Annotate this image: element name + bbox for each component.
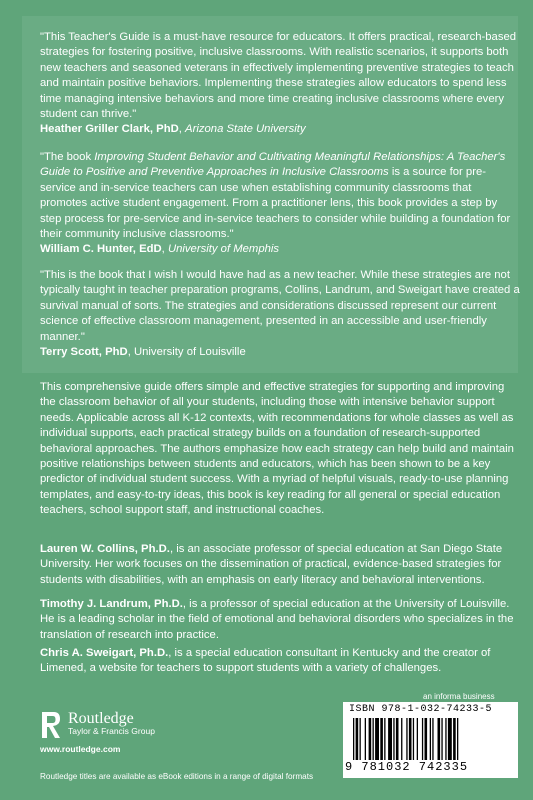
author-bio-3-text: , is a special education consultant in Kentucky and the creator of Limened, a website for teachers to support students with a variety of challenges. xyxy=(40,647,491,675)
author-bio-3-name: Chris A. Sweigart, Ph.D. xyxy=(40,647,169,659)
author-bio-2-name: Timothy J. Landrum, Ph.D. xyxy=(40,598,183,610)
barcode-number: 9 781032 742335 xyxy=(345,760,469,774)
author-bio-2-text: , is a professor of special education at the University of Louisville. He is a leading scholar in the field of emotional and behavioral disorders who specializes in the translation of research into practice. xyxy=(40,598,514,641)
quote-2-attribution: William C. Hunter, EdD, University of Memphis xyxy=(40,243,280,256)
author-bio-2 xyxy=(40,597,520,643)
quote-1-author: Heather Griller Clark, PhD xyxy=(40,123,179,136)
quote-2-text: is a source for pre-service and in-service teachers can use when establishing community classrooms that promotes active student engagement. From a practitioner lens, this book provides a step by step process for pre-service and in-service teachers to consider while building a foundation for their community inclusive classrooms." xyxy=(40,166,511,241)
quote-1-attribution: Heather Griller Clark, PhD, Arizona State University xyxy=(40,123,306,136)
isbn-barcode xyxy=(343,702,518,778)
publisher-name: Routledge xyxy=(68,710,134,727)
publisher-url: www.routledge.com xyxy=(40,744,121,754)
quote-3-author: Terry Scott, PhD xyxy=(40,346,128,359)
quote-1-affiliation: Arizona State University xyxy=(185,123,306,136)
publisher-subtitle: Taylor & Francis Group xyxy=(68,726,155,736)
quote-3-attribution: Terry Scott, PhD, University of Louisville xyxy=(40,346,246,359)
ebook-note: Routledge titles are available as eBook editions in a range of digital formats xyxy=(40,772,314,781)
barcode-bars xyxy=(353,718,508,760)
quote-1-text: "This Teacher's Guide is a must-have resource for educators. It offers practical, research-based strategies for fostering positive, inclusive classrooms. With realistic scenarios, it supports both new teachers and seasoned veterans in effectively implementing preventive strategies to teach and maintain positive behaviors. Implementing these strategies allow educators to spend less time managing intensive behaviors and more time creating inclusive classrooms where every student can thrive." xyxy=(40,31,517,121)
quote-2-pre: "The book xyxy=(40,151,95,163)
author-bio-3 xyxy=(40,646,520,677)
quote-2-book-title: Improving Student Behavior and Cultivating Meaningful Relationships: A Teacher's Guide to Positive and Preventive Approaches in Inclusive Classrooms xyxy=(40,151,506,179)
quote-3 xyxy=(40,268,520,360)
quote-2 xyxy=(40,150,520,258)
informa-business-label: an informa business xyxy=(423,692,495,701)
quote-2-affiliation: University of Memphis xyxy=(167,243,280,256)
publisher-block xyxy=(40,710,155,754)
author-bio-1-name: Lauren W. Collins, Ph.D. xyxy=(40,543,170,555)
isbn-text: ISBN 978-1-032-74233-5 xyxy=(349,704,493,715)
quote-3-affiliation: University of Louisville xyxy=(133,346,246,359)
author-bio-1-text: , is an associate professor of special education at San Diego State University. Her work focuses on the dissemination of practical, evidence-based strategies for students with disabilities, with an emphasis on early literacy and behavioral interventions. xyxy=(40,543,503,586)
author-bio-1 xyxy=(40,542,520,588)
quote-1 xyxy=(40,30,520,138)
quote-3-text: "This is the book that I wish I would have had as a new teacher. While these strategies are not typically taught in teacher preparation programs, Collins, Landrum, and Sweigart have created a survival manual of sorts. The strategies and considerations discussed represent our current science of effective classroom management, presented in an accessible and user-friendly manner." xyxy=(40,269,520,343)
quote-2-author: William C. Hunter, EdD xyxy=(40,243,162,256)
book-description: This comprehensive guide offers simple and effective strategies for supporting and improving the classroom behavior of all your students, including those with intensive behavior support needs. Applicable across all K-12 contexts, with recommendations for whole classes as well as individual supports, each practical strategy builds on a foundation of research-supported behavioral approaches. The authors emphasize how each strategy can help build and maintain positive relationships between students and educators, which has been shown to be a key predictor of individual student success. With a myriad of helpful visuals, ready-to-use planning templates, and easy-to-try ideas, this book is key reading for all general or special education teachers, school support staff, and instructional coaches. xyxy=(40,381,514,517)
routledge-logo-icon xyxy=(40,710,62,740)
